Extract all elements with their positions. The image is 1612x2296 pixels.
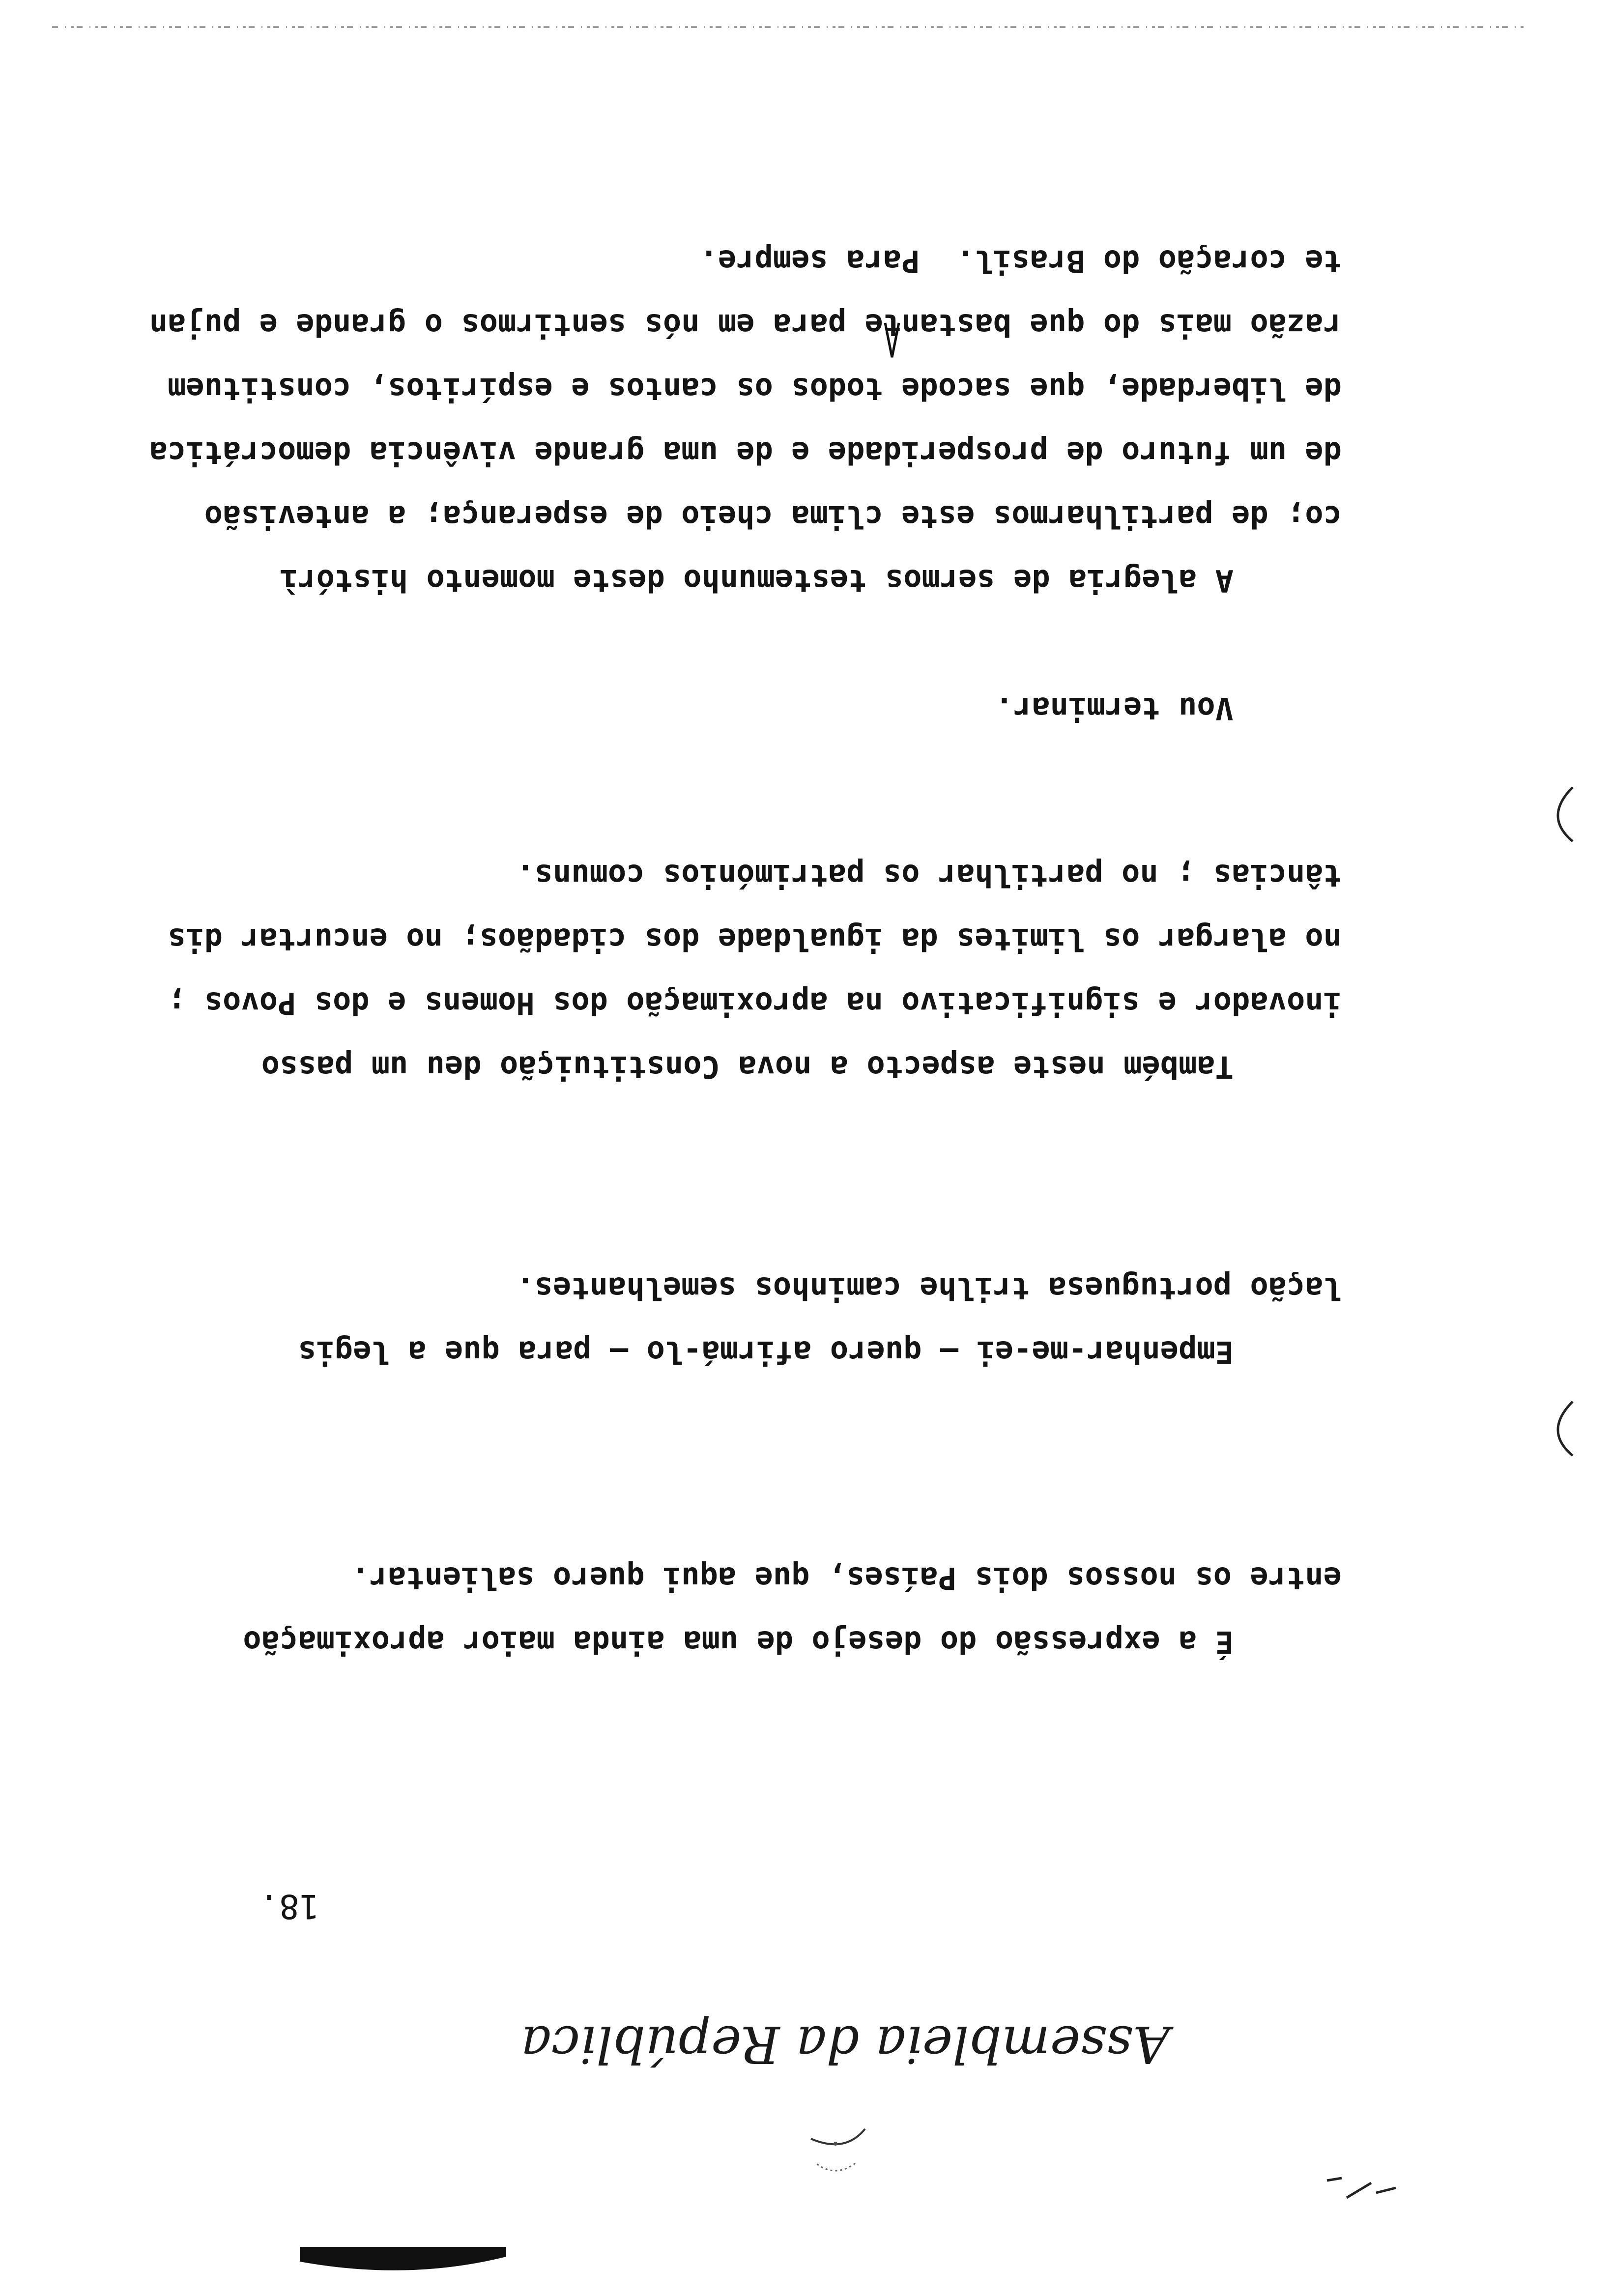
handwritten-caret-mark [882, 318, 902, 362]
paragraph-line: lação portuguesa trilhe caminhos semelhantes. [516, 1270, 1342, 1306]
paragraph-line: É a expressão do desejo de uma ainda maior aproximação [243, 1624, 1234, 1660]
scan-blot-mark [300, 2247, 506, 2276]
paragraph-line: Vou terminar. [995, 690, 1234, 726]
scan-speck-mark [1317, 2163, 1406, 2208]
coat-of-arms-emblem-icon [796, 2109, 875, 2183]
paragraph-line: inovador e significativo na aproximação dos Homens e dos Povos ; [168, 985, 1342, 1021]
paragraph-line: Empenhar-me-ei — quero afirmá-lo — para que a legis [298, 1334, 1234, 1370]
paragraph-line: tâncias ; no partilhar os patrimónios comuns. [516, 858, 1342, 893]
paragraph-line: razão mais do que bastante para em nós sentirmos o grande e pujan [149, 307, 1342, 343]
letterhead-signature: Assembleia da República [520, 2014, 1170, 2074]
paragraph-line: de liberdade, que sacode todos os cantos e espíritos, constituem [168, 371, 1342, 407]
paragraph-line: de um futuro de prosperidade e de uma grande vivência democrática [149, 435, 1342, 471]
punch-hole-mark-icon [1538, 1392, 1578, 1465]
paragraph-line: no alargar os limites da igualdade dos cidadãos; no encurtar dis [168, 921, 1342, 957]
page-number: 18. [259, 1887, 319, 1925]
punch-hole-mark-icon [1538, 777, 1578, 851]
paragraph-line: A alegria de sermos testemunho deste momento histórì [279, 563, 1234, 599]
paragraph-line: co; de partilharmos este clima cheio de esperança; a antevisão [204, 499, 1342, 535]
paragraph-line: entre os nossos dois Países, que aqui quero salientar. [351, 1560, 1342, 1596]
paragraph-line: Também neste aspecto a nova Constituição deu um passo [261, 1049, 1234, 1085]
paragraph-line: te coração do Brasil. Para sempre. [699, 243, 1342, 279]
scan-edge-noise [49, 25, 1524, 29]
